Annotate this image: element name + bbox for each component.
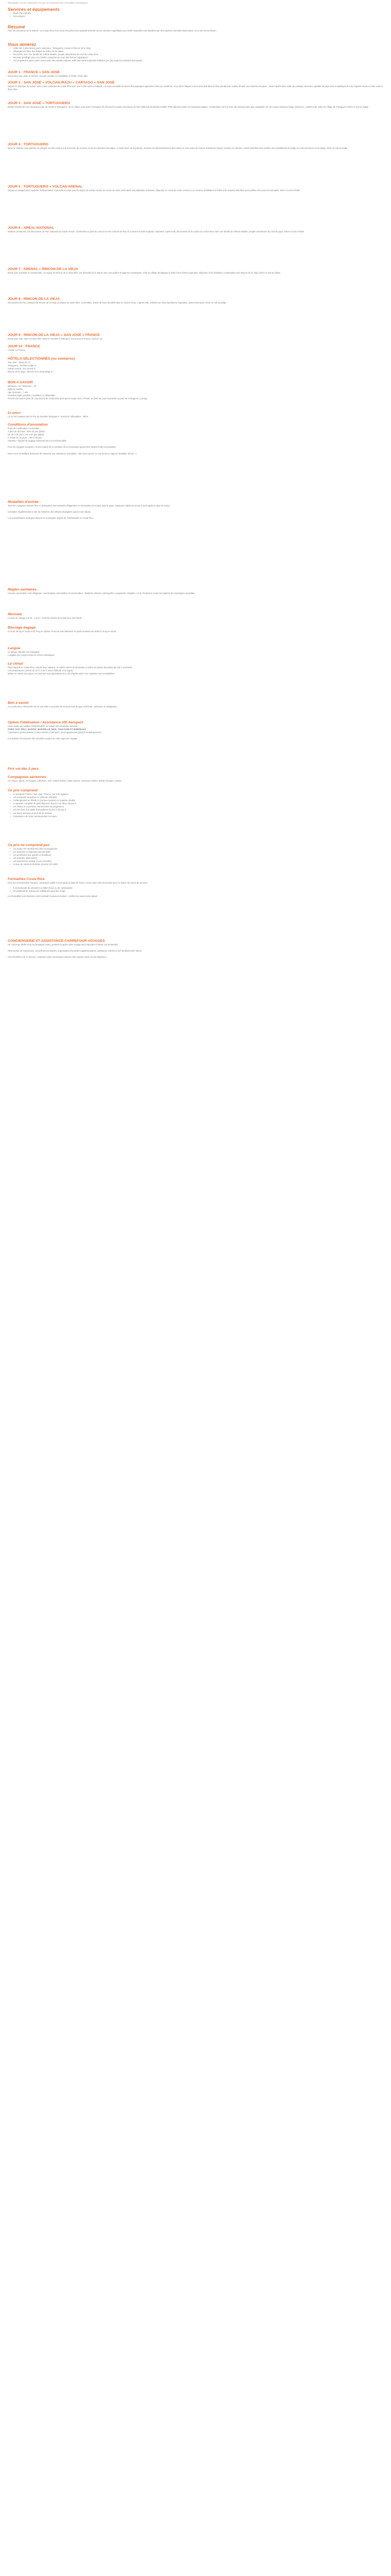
fidelite-line: L'assistance personnalisée à votre arrivée à l'aéroport, accompagnement jusqu'à l'embarquement. <box>8 731 102 734</box>
conditions-title: Conditions d'annulation <box>8 423 48 427</box>
bagage-section <box>8 626 383 647</box>
conciergerie-paragraph: Réservation de restaurants, conseils personnalisés, organisation d'activités supplémentaires, assistance 24h/24 et 7j/7 pendant votre séjour. <box>8 950 142 953</box>
climat-title: Le climat <box>8 662 23 666</box>
list-item: • Les taxes aéroport et les frais de dossier <box>11 812 383 815</box>
list-item: • Visite des 3 plus beaux parcs nationaux : Tortuguero, Arenal et Rincon de la Vieja <box>11 47 383 50</box>
day-text: Dans la matinée vous partirez en pirogue sur des canaux à la rencontre de la faune et de ses animaux sauvages. À cette heure de la journée, la faune est généralement la plus active et vous aurez la chance d'observer singes, oiseaux et caïmans. Après-midi libre pour profiter des installations du lodge ou vous promener sur la plage. Dîner et nuit au lodge. <box>8 147 348 149</box>
option-fidelite-title: Option Fidélisation / Assistance VIP Aéroport <box>8 721 83 724</box>
day-8 <box>8 297 383 333</box>
list-item: • Les assurances voyage (nous consulter) <box>11 860 383 863</box>
day-text: Départ matinal de nos volcanique pour se rendre à Tortuguero. Sur le trajet, vous aurez l'occasion de découvrir la nature luxuriante du Parc National de Braulio Carrillo. Petit-déjeuner dans un restaurant typique. Continuation vers la zone des bananeraies puis navigation sur les canaux jusqu'au lodge. Déjeuner. L'après-midi, visite du village de Tortuguero. Dîner et nuit au lodge. <box>8 106 369 108</box>
regles-text: Aucune vaccination n'est obligatoire. Vaccinations universelles recommandées : diphtérie, tétanos, poliomyélite, coqueluche, hépatite A et B. Protection contre les piqûres de moustiques conseillée. <box>8 592 196 595</box>
conciergerie-paragraph: Un concierge dédié vous accompagne avant, pendant et après votre voyage pour répondre à toutes vos demandes. <box>8 943 119 946</box>
info-line: Chambre triple possible ( 3 adultes ) si disponible. <box>8 394 56 397</box>
day-4 <box>8 143 383 185</box>
day-title: JOUR 8 : RINCON DE LA VIEJA <box>8 297 60 301</box>
cond-paragraph: Nous vous conseillons fortement de souscrire une assurance annulation ; elle vous couvre en cas de force majeure (maladie, décès...). <box>8 452 137 455</box>
list-item: • Les visites et excursions mentionnées au programme <box>11 805 383 808</box>
prix-ne-comprend-list <box>8 848 383 867</box>
day-title: JOUR 6 : AREAL NATIONAL <box>8 226 55 230</box>
fidelite-line: Cette option est valable UNIQUEMENT au départ des aéroports suivants : <box>8 725 79 727</box>
list-item: • Guide francophone <box>11 12 383 15</box>
list-item: • La taxe de sortie du territoire (environ 29 USD) <box>11 863 383 866</box>
day-text: Départ en direction du volcan Irazu, point culminant du Costa Rica avec ses 3 432 mètres d'altitude. La route escalade à travers des paysages agricoles riches (ou d'estime). Il s'y fait et fatigué à vous avez pris dans la libre pendant du cratère d'Irazu, aux lumières les plus... Dans l'après-midi, visite de Cartago, ancienne capitale du pays avec la basilique de Los Angeles. Retour à San José et dîner libre. <box>8 85 383 91</box>
regles-section <box>8 588 383 613</box>
prix-comprend-section <box>8 789 383 843</box>
list-item: • Les services d'un guide francophone du jour 2 au jour 9 <box>11 808 383 811</box>
hotel-line: Volcan Arenal : Eco Arenal 3* <box>8 367 36 370</box>
fidelite-line: PARIS CDG, ORLY, NANTES, MARSEILLE, NICE, TOULOUSE ET BORDEAUX <box>8 728 86 731</box>
option-section <box>8 412 383 423</box>
langue-line: L'anglais est compris dans les zones touristiques. <box>8 654 55 657</box>
bon-a-savoir-2-text: Au Costa Rica, l'électricité est en 110 volts. Les prises de courant sont de type américain ; prévoyez un adaptateur. <box>8 705 118 708</box>
day-text: Route pour San José et temps libre avant le transfert à l'aéroport. Envol pour la France. Nuit en vol. <box>8 337 103 340</box>
resume-section <box>8 24 383 42</box>
services-list <box>8 12 383 18</box>
list-item: • Les transports terrestres en véhicule climatisé <box>11 796 383 799</box>
day-title: JOUR 4 : TORTUGUERO <box>8 143 48 146</box>
day-text: Envol pour San José, à l'arrivée, accueil, transfert et installation à l'hôtel. Dîner libre. <box>8 75 88 77</box>
info-line: Bythme modéré <box>8 388 23 391</box>
hotel-line: San José : Sleep Inn 3* <box>8 361 30 364</box>
cond-paragraph: Pour les voyages exceptés, l'envol à partir de la condition de la réservation pourra être facturé à titre d'annulation. <box>8 446 117 449</box>
day-title: JOUR 10 : FRANCE <box>8 345 40 348</box>
list-item: • La pension complète du petit-déjeuner du jour 2 au dîner du jour 8 <box>11 802 383 805</box>
tarif-section <box>8 767 383 775</box>
option-fidelite-section <box>8 721 383 767</box>
climat-paragraph: Pays tropical, le Costa Rica connaît deux saisons : la saison sèche de décembre à avril et la saison des pluies de mai à novembre. <box>8 666 133 669</box>
compagnies-section <box>8 775 383 789</box>
list-item: • Les boissons et dépenses personnelles <box>11 851 383 854</box>
day-title: JOUR 5 : TORTUGUERO » VOLCAN ARENAL <box>8 185 83 189</box>
langue-title: Langue <box>8 647 21 650</box>
services-section <box>8 7 383 24</box>
bagage-text: Il est de 46 kg en soute et de 8 kg en cabine. Pour les vols intérieurs, le poids autorisé est réduit à 10 kg en soute. <box>8 630 117 633</box>
option-text: La ce est compter pour le Prix du transfert Tortuguero - Arenal en hélicoptère : 300 € <box>8 415 89 418</box>
formalites-paragraph: Pour les ressortissants français : passeport valide 6 mois après la date de retour. Aucun visa n'est nécessaire pour un séjour de moins de 90 jours. <box>8 882 148 884</box>
day-title: JOUR 9 : RINCON DE LA VIEJA » SAN JOSÉ » FRANCE <box>8 333 100 337</box>
modalites-section <box>8 500 383 588</box>
day-text: Route pour rejoindre la Guanacaste. La région de Rincon de la Vieja offre une diversité de la nature avec ses jardins et lagunes volcaniques. Arrêt au village de Bijagua et visite d'une ferme organique. Déjeuner chez l'habitant. Continuation vers Rincon de la Vieja. Dîner et nuit au lodge. <box>8 272 281 274</box>
vous-aimerez-section <box>8 42 383 71</box>
info-line: Age minimum : 7 ans <box>8 391 28 394</box>
day-title: JOUR 7 : ARENAL » RINCON DE LA VIEJA <box>8 267 78 271</box>
list-item: • Un justificatif de ressources suffisantes peut être exigé. <box>11 890 383 893</box>
hotels-title: HÔTELS SÉLECTIONNÉS (ou similaires) <box>8 357 75 361</box>
bon-a-savoir-2-section <box>8 701 383 721</box>
monnaie-text: Le taux de change est de : 1 euro = 575,09 colones (à la date du 2 mai 2023). <box>8 617 83 619</box>
day-text: Arrivée en France. <box>8 349 26 351</box>
hotel-line: Rincon de la Vieja : Rincon de la Vieja lodge 3* <box>8 370 53 374</box>
bon-a-savoir-title: BON A SAVOIR <box>8 381 33 384</box>
list-item: • Les repas non mentionnés dans le programme <box>11 848 383 851</box>
day-6 <box>8 226 383 267</box>
vous-aimerez-list <box>8 47 383 62</box>
conciergerie-section <box>8 939 383 1042</box>
day-text: Découverte du Parc National de Rincon de la Vieja au départ de votre hôtel : fumerolles, mares de boue bouillonnante et chutes d'eau. L'après-midi, activités au choix (tyrolienne, équitation, bains thermaux). Dîner et nuit au lodge. <box>8 301 227 304</box>
list-item: • Les pourboires aux guides et chauffeurs <box>11 854 383 857</box>
page-container <box>0 0 391 1042</box>
climat-paragraph: Même en saison des pluies, les averses sont généralement en fin d'après-midi et les matinées sont ensoleillées. <box>8 672 115 675</box>
day-text: Départ en pirogue pour rejoindre l'embarcadère et prendre la route pour la région du volcan Arenal. En cours de route, arrêt dans une plantation d'ananas. Déjeuner en cours de route. Arrivée à La Fortuna, installation à l'hôtel et fin d'après-midi libre pour profiter des sources thermales. Dîner et nuit à l'hôtel. <box>8 189 301 192</box>
modalites-paragraph: Tous les voyageurs doivent être en possession des autorités obligatoires et nécessaires à l'entrée dans le pays. Passeport valide au moins 6 mois après la date de retour. <box>8 504 170 507</box>
langue-line: La langue officielle est l'espagnol. <box>8 651 40 653</box>
day-1 <box>8 71 383 81</box>
list-item: • Rencontre avec une famille de l'ethnie Maleku, peuple autochtone du nord du Costa Rica <box>11 53 383 56</box>
cond-line: Frais de modification / annulation : <box>8 427 41 430</box>
list-item: • Circuit garanti à partir 100% renvoi avec des retraits toujours actifs des forêts tropicales habitées par des espèces animales fascinantes <box>11 59 383 62</box>
cond-line: À moins de 15 jours : 100 % du prix <box>8 436 42 439</box>
day-title: JOUR 3 : SAN JOSÉ » TORTUGUERO <box>8 101 70 105</box>
day-7 <box>8 267 383 297</box>
formalites-list <box>8 887 383 893</box>
monnaie-section <box>8 613 383 626</box>
cond-line: À plus de 30 jours : 25% du prix global <box>8 430 45 433</box>
bon-a-savoir-section <box>8 381 383 412</box>
day-5 <box>8 185 383 226</box>
compagnies-title: Compagnies aériennes <box>8 775 46 779</box>
hotels-section <box>8 357 383 381</box>
vous-aimerez-title: Vous aimerez <box>8 42 37 47</box>
day-2 <box>8 81 383 101</box>
formalites-title: Formalités Costa Rica <box>8 877 45 881</box>
conciergerie-title: CONCIERGERIE ET ASSISTANCE CARREFOUR VOYAGES <box>8 939 105 943</box>
hotel-line: Tortuguero : Pachira Lodge 3* <box>8 364 37 367</box>
info-line: Minimum : 10 / Maximum : 30 <box>8 385 36 387</box>
modalites-paragraph: Consultez régulièrement le site du ministère des Affaires étrangères avant votre départ. <box>8 511 91 514</box>
resume-title: Résumé <box>8 24 25 29</box>
bagage-title: Bloclage bagage <box>8 626 36 630</box>
resume-text: Pour les amoureux de la Nature ! Le Costa Rica vous ouvre les portes d'un paradis terrestre au lac volcanis magnifiques aux forêts tropicales vont habitées par des espèces animales fascinantes. Ici la vert est la Nature... <box>8 29 218 32</box>
option-title: En option : <box>8 412 23 415</box>
prix-comprend-title: Ce prix comprend <box>8 789 38 792</box>
prix-comprend-list <box>8 793 383 818</box>
list-item: • Conciergerie <box>11 15 383 18</box>
day-text: Matinée consacrée à la découverte du Parc National du volcan Arenal : randonnée au pied du volcan sur les coulées de lave et à travers la forêt tropicale. Déjeuner. Après-midi, découverte de la culture du Costa Rica chez une famille de l'ethnie Maleku, peuple autochtone du nord du pays. Dîner et nuit à l'hôtel. <box>8 230 305 233</box>
day-title: JOUR 1 : FRANCE » SAN JOSÉ <box>8 71 60 74</box>
formalites-paragraph: Les formalités sont données à titre indicatif et peuvent évoluer ; vérifiez-les avant votre départ. <box>8 895 98 898</box>
list-item: • Il est demandé de présenter un billet retour ou de continuation. <box>11 887 383 890</box>
cond-line: Attention: l'épuisé du bagage optionnel est non remboursable. <box>8 439 67 443</box>
conditions-section <box>8 423 383 500</box>
breadcrumb[interactable]: Description Ce prix comprend / Ce prix ne comprend pas Formalités Conciergerie <box>8 2 88 4</box>
list-item: • Hébergement dans des lodges au milieu de la nature <box>11 50 383 53</box>
formalites-section <box>8 877 383 939</box>
day-10 <box>8 345 383 357</box>
bon-a-savoir-2-title: Bon à savoir <box>8 701 29 705</box>
prix-ne-comprend-title: Ce prix ne comprend pas <box>8 843 50 847</box>
regles-title: Règles sanitaires : <box>8 588 39 591</box>
conciergerie-paragraph: Pour bénéficier de ce service, contactez votre conciergerie depuis votre espace client ou par téléphone. <box>8 956 107 959</box>
modalites-paragraph: Les ressortissants étrangers doivent se renseigner auprès de l'ambassade du Costa Rica. <box>8 517 94 520</box>
compagnies-text: Air France, Iberia, Air Europa, Lufthansa, TAP, United Airlines, Delta Airlines, American Airlines, British Airways, Condor. <box>8 779 122 782</box>
prix-ne-comprend-section <box>8 843 383 877</box>
info-line: Prévoit une bonne paire de chaussures de randonnée ainsi qu'un coupe-vent ; Prévoir un petit sac pour la journée au parc de Tortuguero ( 2,5 kg). <box>8 397 148 400</box>
list-item: • Le transport France / San José / France, sur vols réguliers <box>11 793 383 796</box>
services-title: Services et équipements <box>8 7 60 12</box>
day-title: JOUR 2 : SAN JOSÉ » VOLCAN IRAZU » CARTAGO » SAN JOSÉ <box>8 81 115 84</box>
list-item: • Nouveau privilégié pour une famille costaricienne avec des fermes organiques <box>11 56 383 59</box>
cond-line: De 30 à 15 jours : 50 % du prix global <box>8 433 44 436</box>
list-item: • Les activités optionnelles <box>11 857 383 860</box>
tarif-title: Prix vol dès 2 pers <box>8 767 39 771</box>
climat-section <box>8 662 383 701</box>
list-item: • L'assistance de notre correspondant sur place <box>11 815 383 818</box>
modalites-title: Modalités d'entrée : <box>8 500 41 504</box>
climat-paragraph: Les températures varient de 22°C à 32°C selon l'altitude et la région. <box>8 669 74 672</box>
list-item: • L'hébergement en hôtels 3* (normes locales) en chambre double <box>11 799 383 802</box>
day-9 <box>8 333 383 345</box>
day-3 <box>8 101 383 143</box>
langue-section <box>8 647 383 662</box>
fidelite-line: Les options VIP peuvent être achetées auprès de votre agent de voyage. <box>8 737 78 740</box>
monnaie-title: Monnaie <box>8 613 22 616</box>
